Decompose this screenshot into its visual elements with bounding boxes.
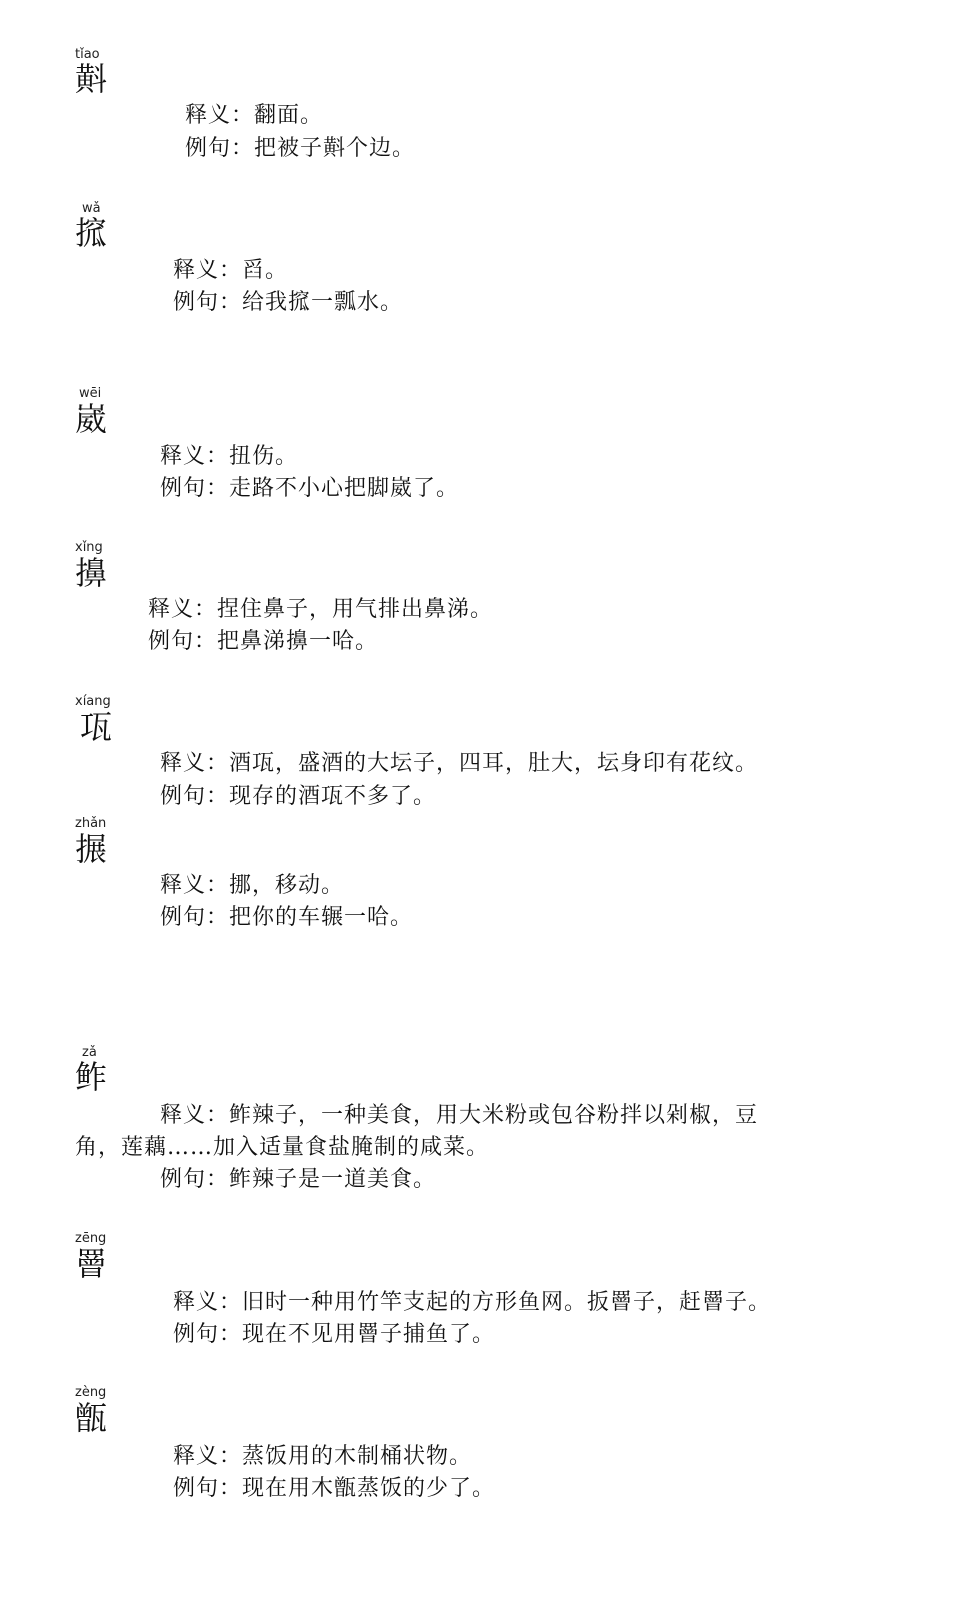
example-line [160, 903, 413, 933]
example-label: 例句： [160, 905, 230, 930]
example-text: 现存的酒瓨不多了。 [229, 784, 437, 809]
example-line [185, 134, 415, 164]
meaning-label: 释义： [185, 103, 255, 128]
example-label: 例句： [185, 136, 255, 161]
meaning-line [148, 595, 493, 625]
meaning-label: 释义： [160, 1103, 230, 1128]
meaning-text: 挪，移动。 [229, 873, 345, 898]
example-line [160, 474, 459, 504]
meaning-text: 酒瓨，盛酒的大坛子，四耳，肚大，坛身印有花纹。 [229, 751, 759, 776]
example-label: 例句： [148, 629, 218, 654]
headword-character: 鲊 [75, 1058, 108, 1096]
pinyin-label: xǐng [75, 540, 103, 555]
meaning-continuation-line: 角，莲藕……加入适量食盐腌制的咸菜。 [75, 1135, 490, 1160]
meaning-line [160, 1101, 758, 1131]
example-line [160, 1165, 436, 1195]
meaning-label: 释义： [148, 597, 218, 622]
meaning-line [160, 442, 298, 472]
pinyin-label: wēi [79, 386, 102, 401]
meaning-label: 释义： [160, 444, 230, 469]
meaning-text: 翻面。 [254, 103, 324, 128]
example-label: 例句： [173, 1476, 243, 1501]
pinyin-label: zēng [75, 1231, 107, 1246]
example-text: 现在不见用罾子捕鱼了。 [242, 1322, 496, 1347]
headword-character: 斢 [75, 60, 108, 98]
meaning-text: 旧时一种用竹竿支起的方形鱼网。扳罾子，赶罾子。 [242, 1290, 772, 1315]
meaning-line [173, 256, 288, 286]
example-text: 走路不小心把脚崴了。 [229, 476, 460, 501]
headword-character: 甑 [75, 1399, 108, 1437]
headword-character: 搌 [75, 830, 108, 868]
meaning-line [173, 1442, 472, 1472]
example-text: 给我搲一瓢水。 [242, 290, 404, 315]
headword-character: 崴 [75, 400, 108, 438]
meaning-text: 舀。 [242, 258, 289, 283]
example-text: 把鼻涕擤一哈。 [217, 629, 379, 654]
meaning-line [173, 1288, 771, 1318]
headword-character: 罾 [75, 1245, 108, 1283]
example-line [160, 782, 436, 812]
meaning-text: 鲊辣子，一种美食，用大米粉或包谷粉拌以剁椒，豆 [229, 1103, 759, 1128]
example-line [148, 627, 378, 657]
headword-character: 瓨 [80, 708, 113, 746]
meaning-text: 扭伤。 [229, 444, 299, 469]
meaning-line [160, 871, 344, 901]
example-text: 把被子斢个边。 [254, 136, 416, 161]
example-label: 例句： [160, 1167, 230, 1192]
pinyin-label: zèng [75, 1385, 107, 1400]
meaning-text: 蒸饭用的木制桶状物。 [242, 1444, 473, 1469]
example-line [173, 1320, 495, 1350]
meaning-label: 释义： [160, 873, 230, 898]
headword-character: 搲 [75, 214, 108, 252]
example-label: 例句： [173, 1322, 243, 1347]
example-label: 例句： [173, 290, 243, 315]
pinyin-label: zhǎn [75, 816, 107, 831]
meaning-text: 捏住鼻子，用气排出鼻涕。 [217, 597, 494, 622]
meaning-label: 释义： [173, 258, 243, 283]
pinyin-label: zǎ [82, 1045, 97, 1060]
example-text: 鲊辣子是一道美食。 [229, 1167, 437, 1192]
pinyin-label: wǎ [82, 201, 101, 216]
example-label: 例句： [160, 476, 230, 501]
pinyin-label: xíang [75, 694, 111, 709]
example-text: 现在用木甑蒸饭的少了。 [242, 1476, 496, 1501]
meaning-label: 释义： [173, 1444, 243, 1469]
meaning-label: 释义： [160, 751, 230, 776]
example-line [173, 1474, 495, 1504]
meaning-line [160, 749, 758, 779]
headword-character: 擤 [75, 554, 108, 592]
example-text: 把你的车辗一哈。 [229, 905, 414, 930]
pinyin-label: tǐao [75, 47, 100, 62]
meaning-line [185, 101, 323, 131]
example-line [173, 288, 403, 318]
example-label: 例句： [160, 784, 230, 809]
meaning-label: 释义： [173, 1290, 243, 1315]
